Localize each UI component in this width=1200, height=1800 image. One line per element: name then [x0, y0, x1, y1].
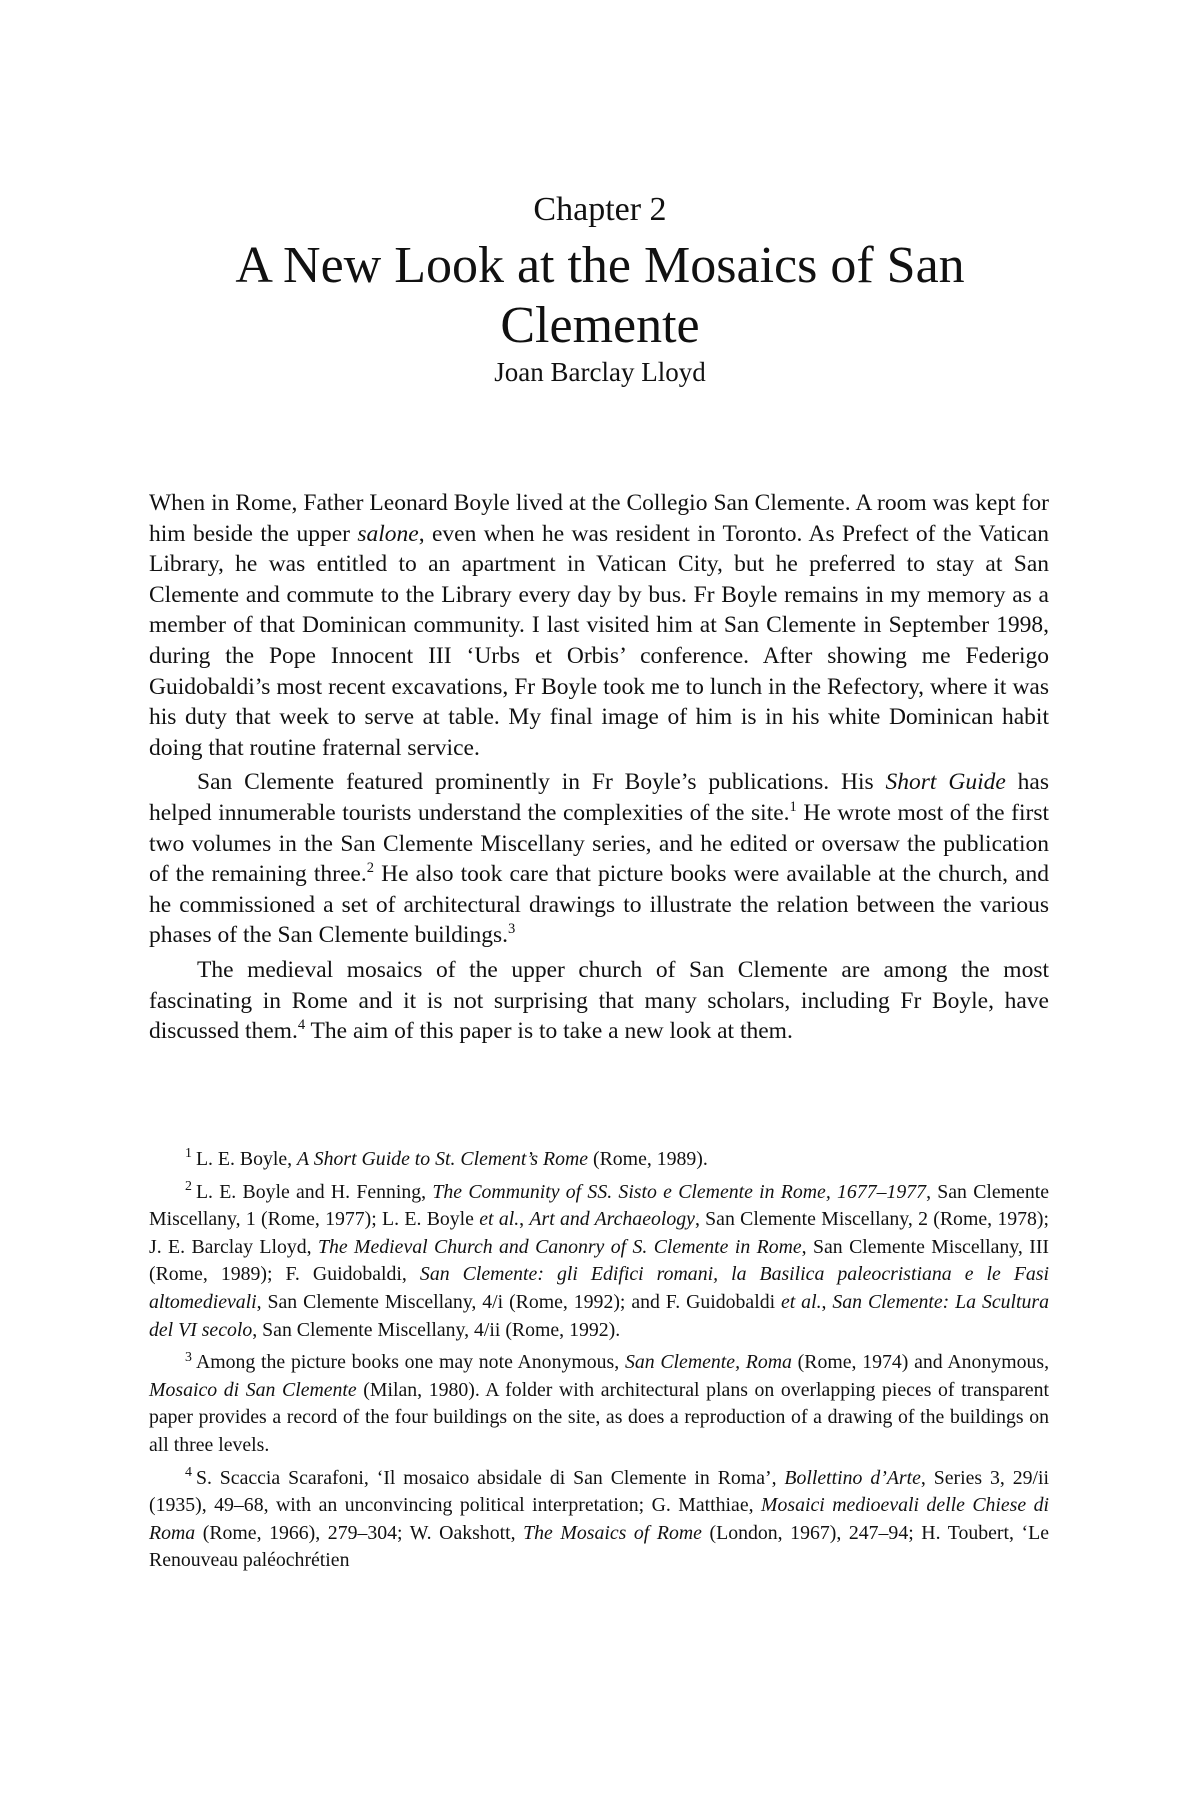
footnote-ref-1[interactable]: 1: [789, 799, 797, 816]
paragraph-3: The medieval mosaics of the upper church of San Clemente are among the most fascinating in Rome and it is not surprising that many scholars, including Fr Boyle, have discussed them.$^4$ The aim of this paper is to take a new look at them.: [149, 956, 1049, 1045]
paragraph-2: San Clemente featured prominently in Fr Boyle’s publications. His Short Guide has helped innumerable tourists understand the complexities of the site.$^1$ He wrote most of the first two volumes in the San Clemente Miscellany series, and he edited or oversaw the publication of the remaining three.$^2$ He also took care that picture books were available at the church, and he commissioned a set of architectural drawings to illustrate the relation between the various phases of the San Clemente buildings.$^3$: [149, 769, 1049, 949]
chapter-label: Chapter 2: [533, 191, 667, 228]
author-name: Joan Barclay Lloyd: [494, 357, 706, 387]
footnotes: [149, 1146, 1049, 1580]
paragraph-1: When in Rome, Father Leonard Boyle lived at the Collegio San Clemente. A room was kept for him beside the upper salone, even when he was resident in Toronto. As Prefect of the Vatican Library, he was entitled to an apartment in Vatican City, but he preferred to stay at San Clemente and commute to the Library every day by bus. Fr Boyle remains in my memory as a member of that Dominican community. I last visited him at San Clemente in September 1998, during the Pope Innocent III ‘Urbs et Orbis’ conference. After showing me Federigo Guidobaldi’s most recent excavations, Fr Boyle took me to lunch in the Refectory, where it was his duty that week to serve at table. My final image of him is in his white Dominican habit doing that routine fraternal service.: [149, 490, 1050, 761]
footnote-4: $^4$ S. Scaccia Scarafoni, ‘Il mosaico absidale di San Clemente in Roma’, Bollettino d’Arte, Series 3, 29/ii (1935), 49–68, with an unconvincing political interpretation; G. Matthiae, Mosaici medioevali delle Chiese di Roma (Rome, 1966), 279–304; W. Oakshott, The Mosaics of Rome (London, 1967), 247–94; H. Toubert, ‘Le Renouveau paléochrétien: [149, 1463, 1050, 1572]
footnote-3: $^3$ Among the picture books one may note Anonymous, San Clemente, Roma (Rome, 1974) and Anonymous, Mosaico di San Clemente (Milan, 1980). A folder with architectural plans on overlapping pieces of transparent paper provides a record of the four buildings on the site, as does a reproduction of a drawing of the buildings on all three levels.: [149, 1348, 1050, 1456]
footnote-ref-4[interactable]: 4: [297, 1017, 306, 1034]
footnote-1: $^1$ L. E. Boyle, A Short Guide to St. Clement’s Rome (Rome, 1989).: [185, 1145, 708, 1170]
footnote-ref-2[interactable]: 2: [366, 860, 374, 877]
chapter-title: A New Look at the Mosaics of San Clemente: [235, 237, 965, 354]
footnote-2: $^2$ L. E. Boyle and H. Fenning, The Community of SS. Sisto e Clemente in Rome, 1677–1977, San Clemente Miscellany, 1 (Rome, 1977); L. E. Boyle et al., Art and Archaeology, San Clemente Miscellany, 2 (Rome, 1978); J. E. Barclay Lloyd, The Medieval Church and Canonry of S. Clemente in Rome, San Clemente Miscellany, III (Rome, 1989); F. Guidobaldi, San Clemente: gli Edifici romani, la Basilica paleocristiana e le Fasi altomedievali, San Clemente Miscellany, 4/i (Rome, 1992); and F. Guidobaldi et al., San Clemente: La Scultura del VI secolo, San Clemente Miscellany, 4/ii (Rome, 1992).: [149, 1178, 1050, 1341]
body-text: [149, 488, 1049, 1051]
footnote-ref-3[interactable]: 3: [507, 921, 516, 938]
